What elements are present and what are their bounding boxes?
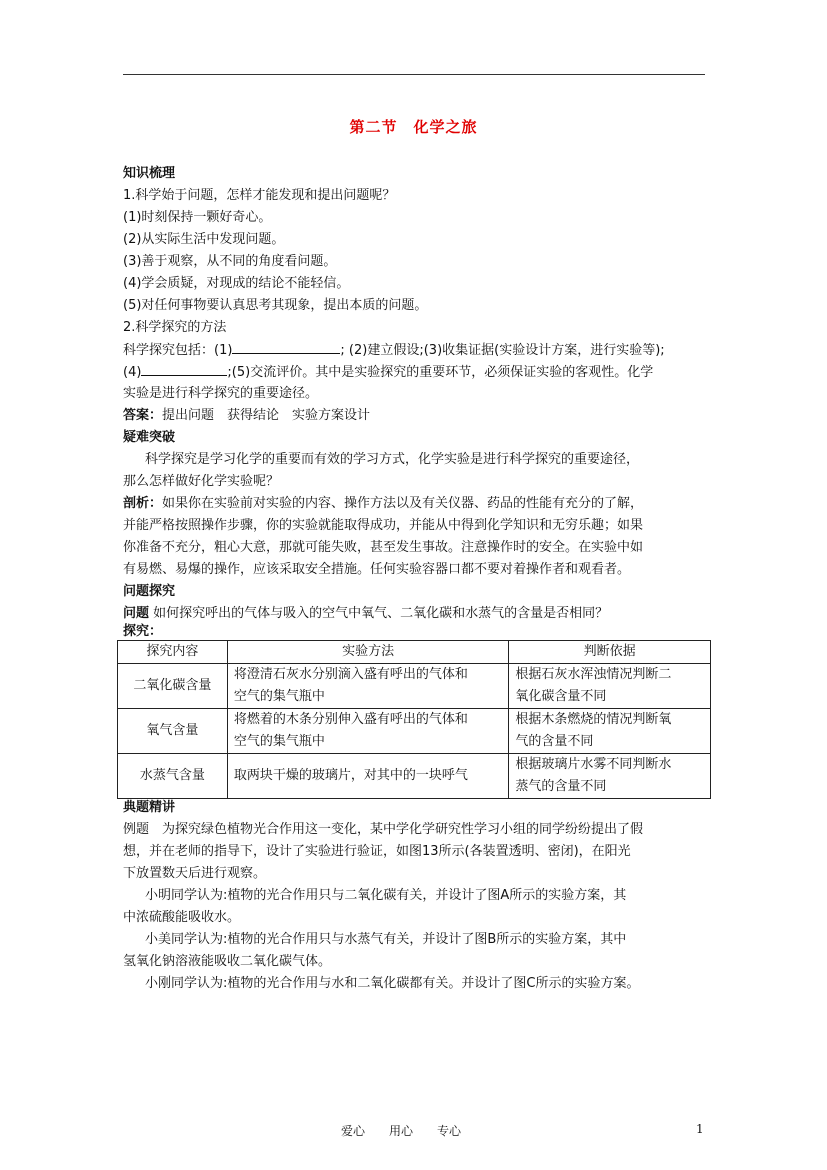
explore-label: 探究： [123,624,163,639]
method-line-2 [123,361,653,384]
analysis-line: 有易燃、易爆的操作，应该采取安全措施。任何实验容器口都不要对着操作者和观看者。 [123,562,631,577]
cell-line: 空气的集气瓶中 [233,734,325,749]
section-heading-examples: 典题精讲 [123,800,176,815]
method-line-3: 实验是进行科学探究的重要途径。 [123,386,319,401]
table-header: 判断依据 [509,641,711,664]
analysis-text: 如果你在实验前对实验的内容、操作方法以及有关仪器、药品的性能有充分的了解， [162,496,644,511]
table-cell [227,709,509,754]
list-item: (3)善于观察，从不同的角度看问题。 [123,254,337,269]
example-line: 小明同学认为:植物的光合作用只与二氧化碳有关，并设计了图A所示的实验方案，其 [145,888,627,903]
fill-blank-2[interactable] [141,361,227,376]
problem-text: 如何探究呼出的气体与吸入的空气中氧气、二氧化碳和水蒸气的含量是否相同？ [153,606,609,621]
question-2: 2.科学探究的方法 [123,320,227,335]
example-line: 例题 为探究绿色植物光合作用这一变化，某中学化学研究性学习小组的同学纷纷提出了假 [123,822,644,837]
table-cell: 氧气含量 [118,709,228,754]
method-text: ;(5)交流评价。其中是实验探究的重要环节，必须保证实验的客观性。化学 [227,365,654,380]
table-header: 探究内容 [118,641,228,664]
cell-line: 将燃着的木条分别伸入盛有呼出的气体和 [233,712,468,727]
paragraph-line: 那么怎样做好化学实验呢？ [123,474,280,489]
cell-line: 根据玻璃片水雾不同判断水 [515,757,672,772]
example-line: 小刚同学认为:植物的光合作用与水和二氧化碳都有关。并设计了图C所示的实验方案。 [145,976,640,991]
fill-blank-1[interactable] [232,339,340,354]
list-item: (1)时刻保持一颗好奇心。 [123,210,272,225]
list-item: (4)学会质疑，对现成的结论不能轻信。 [123,276,350,291]
table-cell [227,664,509,709]
problem-line [123,603,608,625]
problem-label: 问题 [123,606,150,621]
page-number: 1 [696,1122,704,1136]
table-cell [509,754,711,799]
method-text: ; (2)建立假设;(3)收集证据(实验设计方案，进行实验等); [340,343,665,358]
table-header: 实验方法 [227,641,509,664]
cell-line: 空气的集气瓶中 [233,689,325,704]
cell-line: 氧化碳含量不同 [515,689,607,704]
page-title: 第二节 化学之旅 [349,118,478,136]
method-text: 科学探究包括：(1) [123,343,233,358]
inquiry-table [117,640,711,799]
cell-line: 根据木条燃烧的情况判断氧 [515,712,672,727]
table-cell [509,664,711,709]
paragraph-line: 科学探究是学习化学的重要而有效的学习方式，化学实验是进行科学探究的重要途径， [145,452,640,467]
cell-line: 蒸气的含量不同 [515,779,607,794]
analysis-line: 并能严格按照操作步骤，你的实验就能取得成功，并能从中得到化学知识和无穷乐趣；如果 [123,518,644,533]
analysis-label: 剖析： [123,496,163,511]
section-heading-difficulty: 疑难突破 [123,430,176,445]
cell-line: 取两块干燥的玻璃片，对其中的一块呼气 [233,768,468,783]
table-row [118,709,711,754]
example-line: 下放置数天后进行观察。 [123,866,267,881]
analysis-line: 你准备不充分，粗心大意，那就可能失败，甚至发生事故。注意操作时的安全。在实验中如 [123,540,644,555]
list-item: (5)对任何事物要认真思考其现象，提出本质的问题。 [123,298,428,313]
cell-line: 将澄清石灰水分别滴入盛有呼出的气体和 [233,667,468,682]
table-cell [227,754,509,799]
cell-line: 根据石灰水浑浊情况判断二 [515,667,672,682]
method-line-1 [123,339,665,362]
cell-line: 气的含量不同 [515,734,594,749]
section-heading-knowledge: 知识梳理 [123,166,176,181]
table-cell: 二氧化碳含量 [118,664,228,709]
table-cell [509,709,711,754]
table-cell: 水蒸气含量 [118,754,228,799]
header-rule [123,74,705,75]
list-item: (2)从实际生活中发现问题。 [123,232,285,247]
method-text: (4) [123,365,142,380]
analysis-line [123,493,643,515]
footer-motto: 爱心 用心 专心 [341,1124,462,1138]
example-line: 氢氧化钠溶液能吸收二氧化碳气体。 [123,954,332,969]
question-1: 1.科学始于问题，怎样才能发现和提出问题呢？ [123,188,396,203]
table-row [118,664,711,709]
table-header-row [118,641,711,664]
section-heading-inquiry: 问题探究 [123,584,176,599]
example-line: 想，并在老师的指导下，设计了实验进行验证，如图13所示(各装置透明、密闭)，在阳光 [123,844,631,859]
table-row [118,754,711,799]
example-line: 小美同学认为:植物的光合作用只与水蒸气有关，并设计了图B所示的实验方案，其中 [145,932,627,947]
answer-text: 提出问题 获得结论 实验方案设计 [162,408,371,423]
answer-label: 答案： [123,408,163,423]
answer-line [123,405,370,427]
example-line: 中浓硫酸能吸收水。 [123,910,241,925]
